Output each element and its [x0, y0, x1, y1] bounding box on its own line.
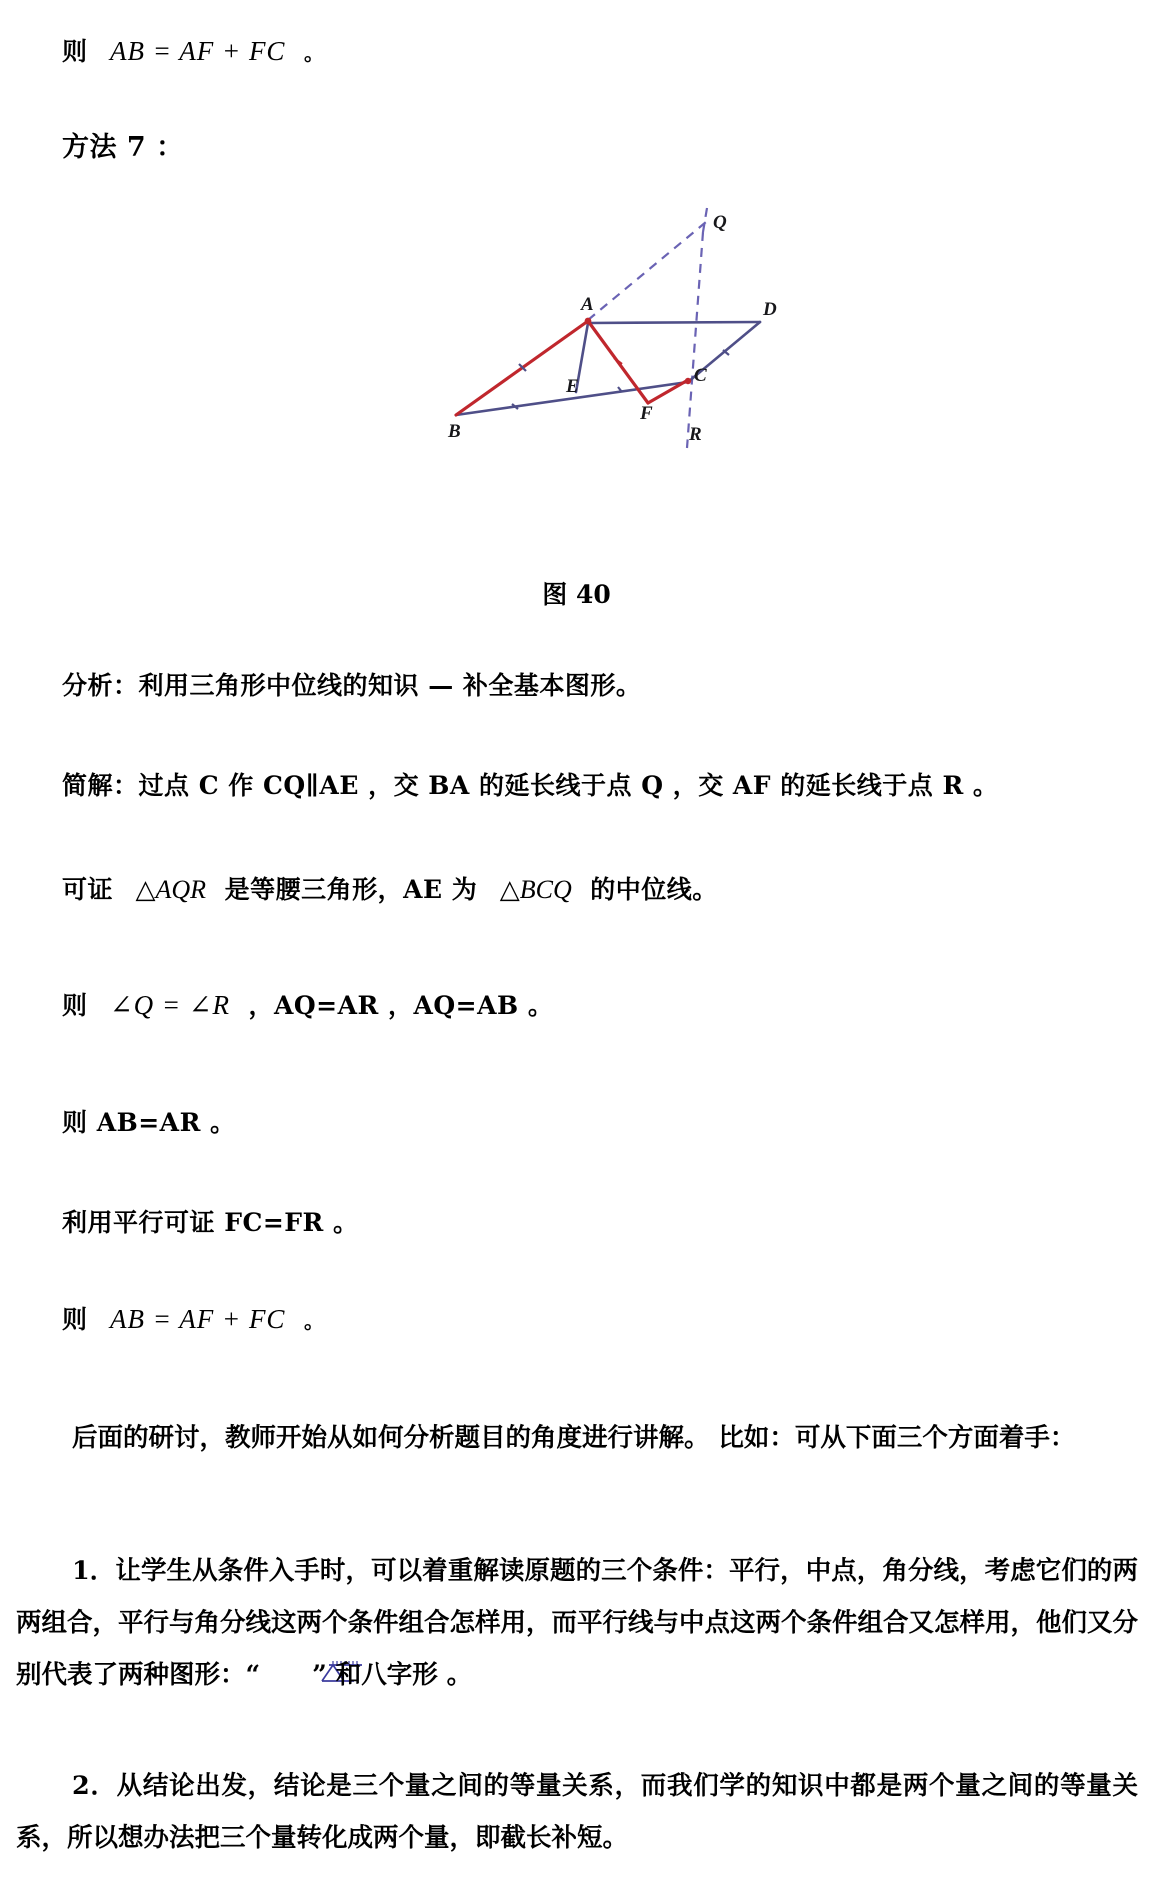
conclusion-top-equation: AB = AF + FC	[110, 36, 286, 66]
vertex-dot-C	[685, 378, 691, 384]
trapezoid-figure-glyph	[260, 1655, 312, 1685]
conclusion-bottom-suffix: 。	[303, 1309, 325, 1333]
segment-A-D	[588, 322, 760, 323]
conclusion-line-bottom	[62, 1306, 324, 1333]
geometry-figure	[0, 185, 1153, 515]
vertex-dots	[585, 318, 692, 385]
triangle-BCQ: △BCQ	[499, 875, 572, 904]
provable-line	[62, 877, 718, 903]
point-1-text-after-glyph: ” 和八字形 。	[312, 1660, 473, 1690]
segment-Q-top	[703, 208, 707, 232]
provable-middle: 是等腰三角形，AE 为	[224, 875, 478, 904]
label-A: A	[581, 294, 594, 315]
red-solid-lines	[456, 321, 688, 415]
conclusion-top-suffix: 。	[303, 41, 325, 65]
provable-prefix: 可证	[62, 875, 114, 904]
angles-prefix: 则	[62, 991, 88, 1020]
angles-line	[62, 992, 553, 1019]
segment-Q-R	[687, 232, 703, 448]
figure-svg	[0, 185, 1153, 515]
point-1-text-before-glyph: 1．让学生从条件入手时，可以着重解读原题的三个条件：平行，中点，角分线，考虑它们的两两组合，平行与角分线这两个条件组合怎样用，而平行线与中点这两个条件组合又怎样用，他们又分别代表了两种图形：“	[16, 1556, 1139, 1690]
vertex-dot-A	[585, 318, 592, 325]
conclusion-bottom-equation: AB = AF + FC	[110, 1304, 286, 1334]
method-heading: 方法 7 ：	[62, 132, 184, 163]
label-D: D	[763, 299, 777, 320]
figure-caption: 图 40	[542, 580, 611, 609]
angles-suffix: ，AQ=AR ，AQ=AB 。	[248, 991, 554, 1020]
label-F: F	[640, 403, 653, 424]
conclusion-top-prefix: 则	[62, 37, 88, 66]
point-2-paragraph: 2．从结论出发，结论是三个量之间的等量关系，而我们学的知识中都是两个量之间的等量关系，所以想办法把三个量转化成两个量，即截长补短。	[16, 1771, 1138, 1853]
segment-A-Q	[588, 222, 706, 320]
discussion-paragraph: 后面的研讨，教师开始从如何分析题目的角度进行讲解。 比如：可从下面三个方面着手：	[72, 1423, 1076, 1453]
segment-F-C	[648, 380, 688, 403]
ab-equals-ar-line: 则 AB=AR 。	[62, 1108, 236, 1137]
conclusion-line-top	[62, 38, 324, 65]
triangle-AQR: △AQR	[135, 875, 207, 904]
label-Q: Q	[713, 212, 727, 233]
point-1-paragraph	[16, 1545, 1138, 1701]
conclusion-bottom-prefix: 则	[62, 1305, 88, 1334]
label-C: C	[694, 365, 707, 386]
fc-equals-fr-line: 利用平行可证 FC=FR 。	[62, 1208, 359, 1237]
analysis-line: 分析：利用三角形中位线的知识 — 补全基本图形。	[62, 671, 642, 700]
label-B: B	[448, 421, 461, 442]
label-E: E	[566, 376, 579, 397]
blue-solid-lines	[456, 322, 760, 415]
angle-equation: ∠Q = ∠R	[110, 990, 230, 1020]
provable-suffix: 的中位线。	[590, 875, 718, 904]
brief-solution-line: 简解：过点 C 作 CQ∥AE ，交 BA 的延长线于点 Q ，交 AF 的延长线于点 R 。	[62, 771, 999, 800]
label-R: R	[689, 424, 702, 445]
